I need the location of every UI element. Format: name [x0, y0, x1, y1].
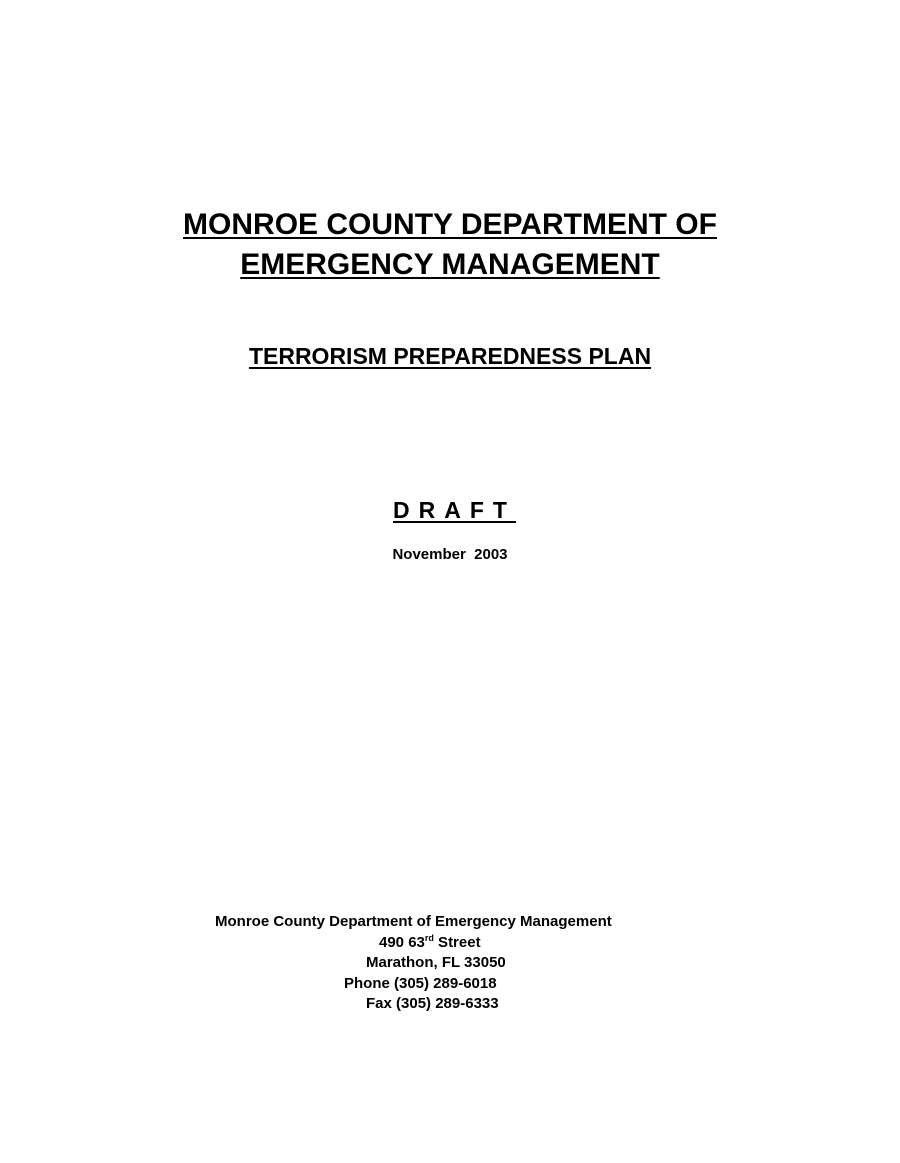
street-name: Street	[433, 933, 481, 951]
phone-number: Phone (305) 289-6018	[344, 974, 497, 992]
title-line-1: MONROE COUNTY DEPARTMENT OF	[183, 208, 717, 241]
street-ordinal: rd	[424, 932, 434, 943]
fax-number: Fax (305) 289-6333	[366, 995, 499, 1012]
document-title	[0, 205, 900, 285]
contact-address-block	[0, 912, 900, 1015]
title-line-2: EMERGENCY MANAGEMENT	[240, 248, 660, 281]
city-state-zip: Marathon, FL 33050	[366, 954, 506, 971]
organization-name: Monroe County Department of Emergency Management	[215, 913, 612, 930]
plan-title-text: TERRORISM PREPAREDNESS PLAN	[248, 343, 652, 369]
plan-title	[0, 340, 900, 372]
document-date: November 2003	[392, 546, 508, 563]
street-number: 490 63	[379, 933, 425, 951]
draft-label-text: DRAFT	[393, 497, 516, 523]
draft-label	[0, 495, 900, 525]
street-address	[379, 933, 900, 954]
